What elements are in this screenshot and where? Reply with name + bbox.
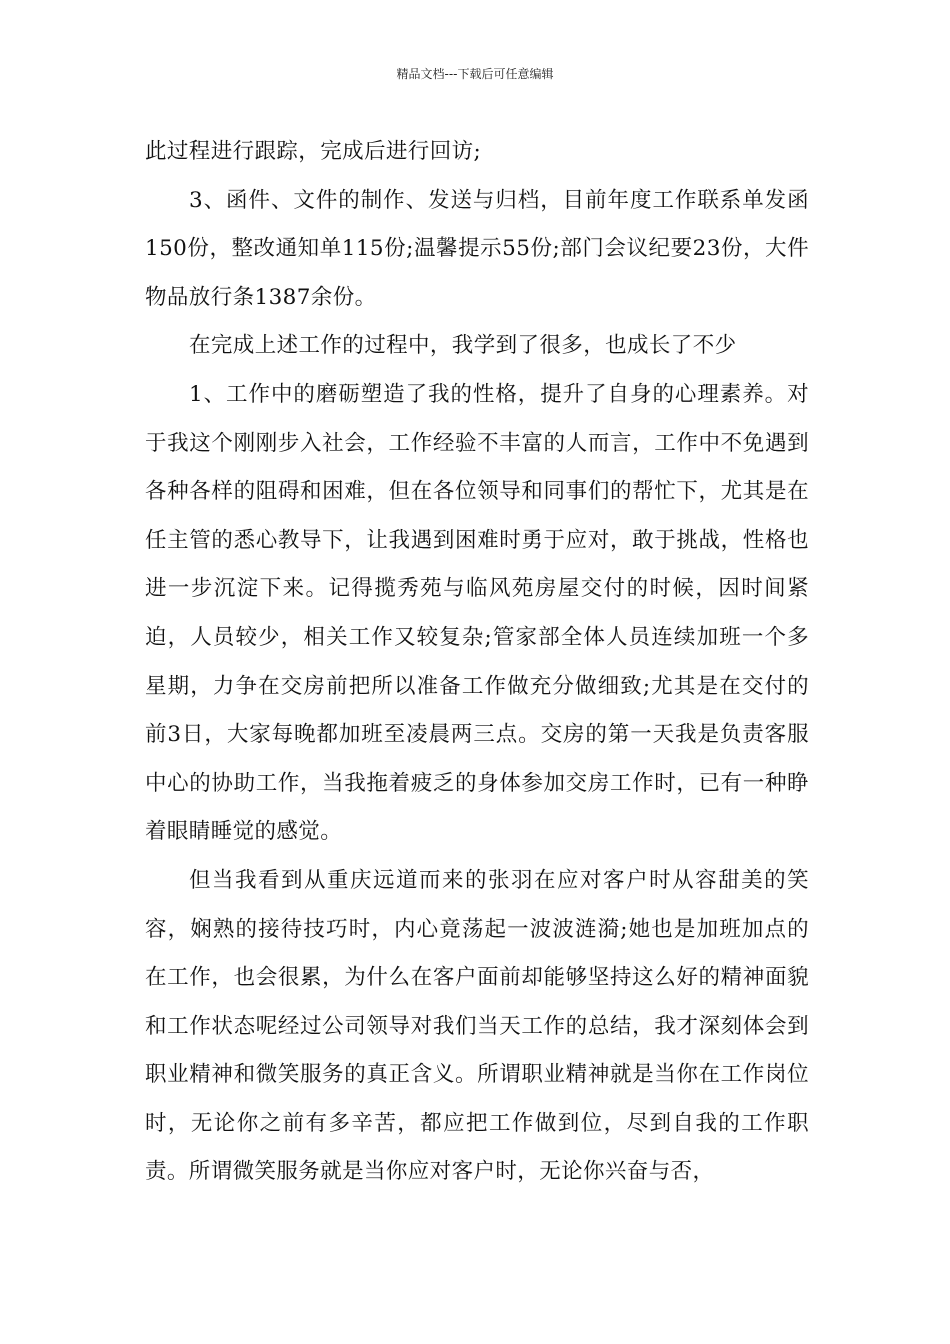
paragraph-continuation: 此过程进行跟踪，完成后进行回访; [145,139,482,164]
paragraph-item-1: 1、工作中的磨砺塑造了我的性格，提升了自身的心理素养。对于我这个刚刚步入社会，工作经验不丰富的人而言，工作中不免遇到各种各样的阻碍和困难，但在各位领导和同事们的帮忙下，尤其是在任主管的悉心教导下，让我遇到困难时勇于应对，敢于挑战，性格也进一步沉淀下来。记得揽秀苑与临风苑房屋交付的时候，因时间紧迫，人员较少，相关工作又较复杂;管家部全体人员连续加班一个多星期，力争在交房前把所以准备工作做充分做细致;尤其是在交付的前3日，大家每晚都加班至凌晨两三点。交房的第一天我是负责客服中心的协助工作，当我拖着疲乏的身体参加交房工作时，已有一种睁着眼睛睡觉的感觉。 [145,381,809,845]
paragraph-item-3: 3、函件、文件的制作、发送与归档，目前年度工作联系单发函150份，整改通知单115份;温馨提示55份;部门会议纪要23份，大件物品放行条1387余份。 [145,187,809,310]
paragraph-reflection: 但当我看到从重庆远道而来的张羽在应对客户时从容甜美的笑容，娴熟的接待技巧时，内心竟荡起一波波涟漪;她也是加班加点的在工作，也会很累，为什么在客户面前却能够坚持这么好的精神面貌和工作状态呢经过公司领导对我们当天工作的总结，我才深刻体会到职业精神和微笑服务的真正含义。所谓职业精神就是当你在工作岗位时，无论你之前有多辛苦，都应把工作做到位，尽到自我的工作职责。所谓微笑服务就是当你应对客户时，无论你兴奋与否， [145,867,809,1185]
document-body [145,128,809,1197]
paragraph-summary: 在完成上述工作的过程中，我学到了很多，也成长了不少 [189,333,737,359]
page-header: 精品文档---下载后可任意编辑 [396,67,554,81]
